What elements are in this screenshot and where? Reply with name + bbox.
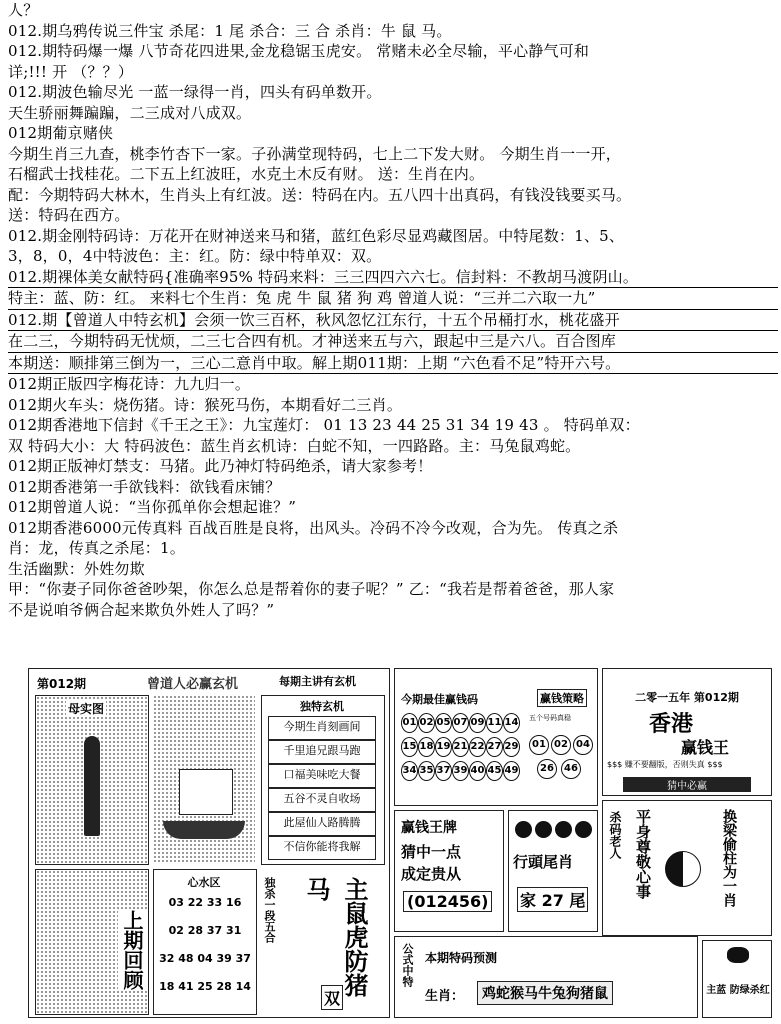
lottery-ball: 49 — [503, 761, 520, 781]
strategy-sub: 五个号码真稳 — [529, 714, 571, 722]
lottery-ball: 35 — [418, 761, 435, 781]
figure-silhouette — [84, 736, 100, 836]
table-title: 独特玄机 — [300, 700, 344, 713]
text-line: 在二三，今期特码无忧烦，二三七合四有机。才神送来五与六，跟起中三是六八。百合图库 — [8, 331, 778, 353]
lottery-ball: 18 — [418, 737, 435, 757]
main-zodiac: 主鼠虎防猪马 — [302, 877, 368, 997]
text-line: 甲：“你妻子同你爸爸吵架，你怎么总是帮着你的妻子呢？” 乙：“我若是帮着爸爸，那人家 — [8, 580, 615, 598]
lottery-ball: 07 — [452, 713, 469, 733]
lottery-ball: 11 — [486, 713, 503, 733]
text-line: 双 特码大小：大 特码波色：蓝生肖玄机诗：白蛇不知，一四路路。主：马兔鼠鸡蛇。 — [8, 436, 581, 455]
poster-title: 曾道人必赢玄机 — [147, 677, 239, 692]
water-row: 03 22 33 16 — [168, 896, 242, 909]
text-line: 012.期乌鸦传说三件宝 杀尾：1 尾 杀合：三 合 杀肖：牛 鼠 马。 — [8, 21, 452, 40]
win-king: 赢钱王 — [681, 738, 730, 757]
text-line: 012.期裸体美女献特码{准确率95% 特码来料：三三四四六六七。信封料：不教胡马渡阴山。 — [8, 267, 778, 289]
text-line: 配：今期特码大林木，生肖头上有红波。送：特码在内。五八四十出真码，有钱没钱要买马。 — [8, 185, 632, 204]
hk-title: 香港 — [649, 712, 694, 737]
text-line: 012期葡京赌侠 — [8, 124, 114, 142]
text-line: 特主：蓝、防：红。 来料七个生肖：兔 虎 牛 鼠 猪 狗 鸡 曾道人说：“三并二六取一九” — [8, 288, 778, 310]
text-line: 生活幽默：外姓勿欺 — [8, 559, 145, 578]
panel-tail — [508, 810, 598, 932]
issue-label: 第012期 — [37, 677, 87, 691]
lottery-ball: 15 — [401, 737, 418, 757]
text-line: 天生骄丽舞蹁蹁，二三成对八成双。 — [8, 103, 252, 122]
strategy-title: 赢钱策略 — [537, 689, 587, 707]
lottery-ball: 34 — [401, 761, 418, 781]
table-row: 五谷不灵自收场 — [268, 788, 376, 812]
win-ball: 46 — [561, 759, 581, 779]
lottery-ball: 22 — [469, 737, 486, 757]
recap-label: 上期回顾 — [118, 910, 147, 990]
table-row: 不信你能将我解 — [268, 836, 376, 860]
vertical-column: 独杀一段五合 — [263, 877, 276, 943]
text-line: 012期火车头：烧伤猪。诗：猴死马伤，本期看好二三肖。 — [8, 395, 403, 414]
text-block — [8, 0, 778, 660]
lottery-title: 今期最佳赢钱码 — [401, 693, 478, 706]
lottery-ball: 27 — [486, 737, 503, 757]
text-line: 石榴武士找桂花。二下五上红波旺，水克土木反有财。 送：生肖在内。 — [8, 165, 485, 183]
double-label: 双 — [321, 985, 343, 1010]
water-row: 32 48 04 39 37 — [159, 952, 251, 965]
killer-label: 杀码老人 — [608, 811, 622, 859]
text-line: 012期香港6000元传真料 百战百胜是良将，出风头。冷码不冷今改观，合为先。 传真之杀 — [8, 518, 619, 537]
lottery-ball: 02 — [418, 713, 435, 733]
poster-title-2: 每期主讲有玄机 — [279, 675, 356, 688]
predict-title: 本期特码预测 — [425, 951, 498, 965]
text-line: 肖：龙，传真之杀尾：1。 — [8, 539, 185, 557]
panel-formula — [394, 936, 698, 1018]
text-line: 012.期【曾道人中特玄机】会须一饮三百杯，秋风忽忆江东行，十五个吊桶打水，桃花盛开 — [8, 310, 778, 332]
yin-yang-icon — [665, 851, 701, 887]
scanned-image-strip — [28, 668, 772, 1018]
lottery-ball: 45 — [486, 761, 503, 781]
panel-lottery — [394, 668, 598, 806]
table-row: 此屋仙人路腾腾 — [268, 812, 376, 836]
tail-title: 行頭尾肖 — [513, 853, 574, 871]
zodiac-value: 鸡蛇猴马牛兔狗猪鼠 — [477, 981, 613, 1005]
year-title: 二零一五年 第012期 — [635, 691, 739, 704]
text-line: 012期香港第一手欲钱料：欲钱看床铺？ — [8, 477, 281, 496]
panel-poem — [602, 800, 772, 936]
text-line: 送：特码在西方。 — [8, 206, 130, 224]
water-title: 心水区 — [187, 876, 221, 889]
lottery-ball: 29 — [503, 737, 520, 757]
ship-illustration — [153, 695, 255, 863]
panel-zeng-daoren — [28, 668, 390, 1018]
lottery-ball: 09 — [469, 713, 486, 733]
lottery-ball: 14 — [503, 713, 520, 733]
text-line: 不是说咱爷俩合起来欺负外姓人了吗？” — [8, 600, 275, 619]
text-line: 012.期金刚特码诗：万花开在财神送来马和猪，蓝红色彩尽显鸡藏图居。中特尾数：1、5、 — [8, 226, 625, 245]
formula-label: 公式中特 — [401, 943, 414, 987]
king-line-2: 成定贵从 — [401, 865, 462, 883]
king-code: (012456) — [403, 891, 492, 912]
text-line: 012.期特码爆一爆 八节奇花四进果,金龙稳锯玉虎安。 常赌未必全尽输，平心静气可和 — [8, 42, 590, 60]
table-row: 千里追兄跟马跑 — [268, 740, 376, 764]
poem-col-2: 换梁偷柱为一肖 — [721, 809, 737, 907]
mystery-table — [261, 695, 385, 865]
recap-box — [35, 869, 149, 1015]
win-ball: 26 — [537, 759, 557, 779]
lottery-ball: 19 — [435, 737, 452, 757]
slogan: $$$ 赚不要翻版，否则失真 $$$ — [607, 760, 723, 769]
poem-col: 平身尊敬心事 — [634, 809, 652, 899]
lottery-ball: 40 — [469, 761, 486, 781]
win-ball: 04 — [573, 735, 593, 755]
text-line: 本期送：顺排第三倒为一，三心二意肖中取。解上期011期：上期 “六色看不足”特开六号。 — [8, 353, 778, 375]
table-row: 今期生肖刻画间 — [268, 716, 376, 740]
portrait-title: 母实图 — [68, 702, 105, 716]
portrait-box — [35, 695, 149, 865]
water-zone — [153, 869, 257, 1015]
guess-banner: 猜中必赢 — [623, 777, 751, 792]
table-row: 口福美味吃大餐 — [268, 764, 376, 788]
lottery-ball: 37 — [435, 761, 452, 781]
text-line: 012期曾道人说：“当你孤单你会想起谁？” — [8, 498, 297, 516]
lottery-ball: 01 — [401, 713, 418, 733]
text-line: 012期正版四字梅花诗：九九归一。 — [8, 375, 251, 393]
king-title: 赢钱王牌 — [401, 820, 457, 836]
text-line: 3，8，0，4中特波色：主：红。防：绿中特单双：双。 — [8, 247, 382, 265]
win-ball: 01 — [529, 735, 549, 755]
text-line: 012.期波色输尽光 一蓝一绿得一肖，四头有码单数开。 — [8, 83, 382, 101]
panel-king-code — [394, 810, 504, 932]
text-line: 012期香港地下信封《千王之王》：九宝莲灯： 01 13 23 44 25 31 34 19 43 。 特码单双： — [8, 416, 640, 434]
lottery-ball: 05 — [435, 713, 452, 733]
text-line: 今期生肖三九查，桃李竹杏下一家。子孙满堂现特码，七上二下发大财。 今期生肖一一开， — [8, 144, 621, 163]
bottom-right-text: 主蓝 防绿杀红 — [706, 985, 770, 996]
king-line-1: 猜中一点 — [401, 843, 462, 861]
text-line: 012期正版神灯禁支：马猪。此乃神灯特码绝杀，请大家参考！ — [8, 457, 433, 475]
text-line: 详;!!! 开 （？？） — [8, 62, 134, 81]
lottery-ball: 21 — [452, 737, 469, 757]
lottery-ball: 39 — [452, 761, 469, 781]
tail-value: 家 27 尾 — [517, 887, 588, 912]
panel-bottom-right — [702, 940, 772, 1018]
text-line: 人？ — [8, 1, 39, 19]
win-ball: 02 — [551, 735, 571, 755]
water-row: 18 41 25 28 14 — [159, 980, 251, 993]
zodiac-label: 生肖： — [425, 989, 465, 1004]
water-row: 02 28 37 31 — [168, 924, 242, 937]
panel-hk-king — [602, 668, 772, 796]
